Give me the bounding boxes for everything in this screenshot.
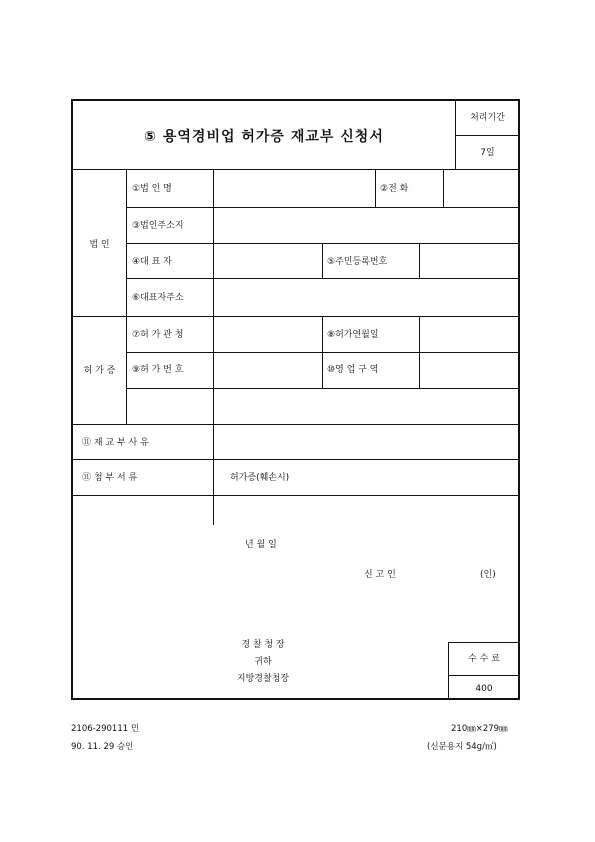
paper-size: 210㎜×279㎜ bbox=[451, 724, 508, 734]
recipient-line-1: 경 찰 청 장 bbox=[241, 640, 285, 650]
application-form bbox=[71, 99, 520, 700]
fee-value: 400 bbox=[475, 684, 493, 694]
license-agency-label: ⑦허 가 관 청 bbox=[132, 330, 184, 340]
corp-name-label: ①법 인 명 bbox=[132, 184, 172, 194]
attachments-label: ⑪ 첨 부 서 류 bbox=[82, 473, 138, 483]
recipient-line-3: 지방경찰청장 bbox=[236, 674, 290, 684]
corp-address-label: ③법인주소지 bbox=[132, 221, 184, 231]
divider bbox=[126, 207, 520, 208]
seal-label: (인) bbox=[480, 570, 496, 580]
divider bbox=[322, 243, 323, 278]
reissue-reason-label: ⑪ 재 교 부 사 유 bbox=[82, 438, 149, 448]
representative-label: ④대 표 자 bbox=[132, 257, 172, 267]
divider bbox=[443, 169, 444, 207]
fee-label: 수 수 료 bbox=[468, 654, 500, 664]
divider bbox=[73, 459, 520, 460]
divider bbox=[73, 424, 520, 425]
date-line: 년 월 일 bbox=[245, 540, 277, 550]
business-area-label: ⑩영 업 구 역 bbox=[327, 365, 379, 375]
applicant-label: 신 고 인 bbox=[364, 570, 396, 580]
divider bbox=[73, 495, 520, 496]
divider bbox=[126, 243, 520, 244]
processing-period-value: 7일 bbox=[480, 148, 495, 158]
approval-date: 90. 11. 29 승인 bbox=[71, 742, 134, 752]
divider bbox=[126, 352, 520, 353]
paper-type: (신문용지 54g/㎡) bbox=[427, 742, 497, 752]
divider bbox=[73, 316, 520, 317]
divider bbox=[73, 169, 520, 170]
rep-address-label: ⑥대표자주소 bbox=[132, 293, 184, 303]
divider bbox=[448, 675, 520, 676]
divider bbox=[375, 169, 376, 207]
divider bbox=[448, 642, 520, 643]
license-group-label: 허 가 증 bbox=[83, 366, 116, 376]
processing-period-label: 처리기간 bbox=[470, 113, 505, 123]
divider bbox=[419, 243, 420, 278]
resident-number-label: ⑤주민등록번호 bbox=[327, 257, 388, 267]
divider bbox=[126, 388, 520, 389]
form-title: ⑤ 용역경비업 허가증 재교부 신청서 bbox=[144, 129, 384, 145]
license-number-label: ⑨허 가 번 호 bbox=[132, 365, 184, 375]
corporation-group-label: 법 인 bbox=[89, 240, 110, 250]
form-code: 2106-290111 민 bbox=[71, 724, 140, 734]
recipient-line-2: 귀하 bbox=[254, 657, 272, 667]
divider bbox=[455, 135, 520, 136]
divider bbox=[126, 278, 520, 279]
license-date-label: ⑧허가연월일 bbox=[327, 330, 379, 340]
divider bbox=[213, 169, 214, 525]
phone-label: ②전 화 bbox=[380, 184, 409, 194]
attachments-value: 허가증(훼손시) bbox=[230, 473, 290, 483]
